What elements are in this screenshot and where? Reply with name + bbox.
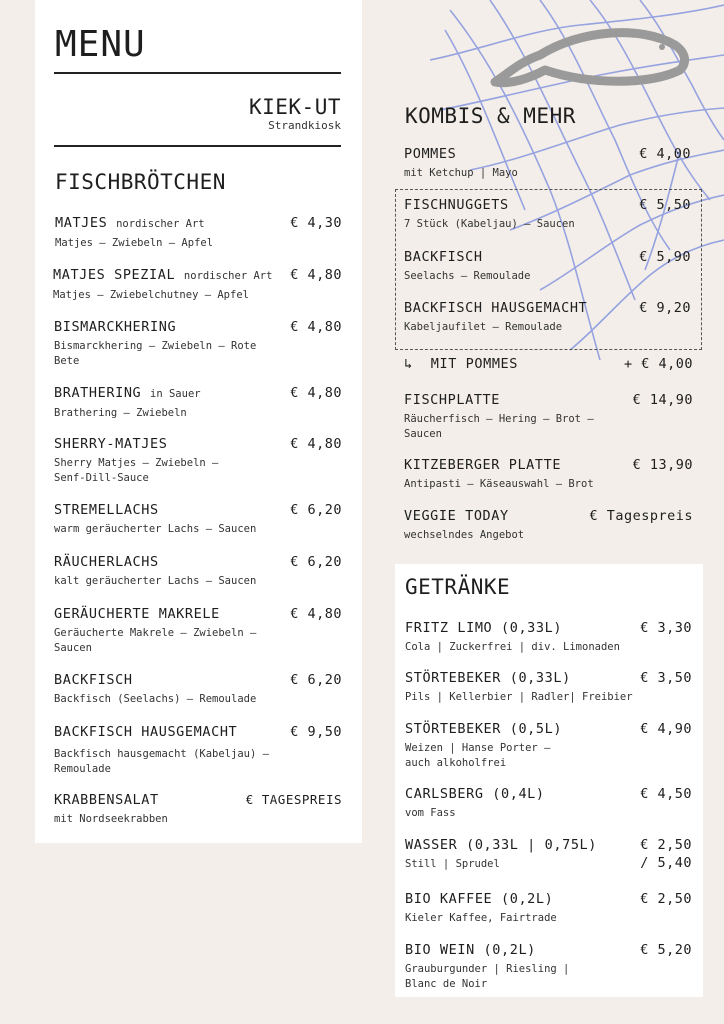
getraenke-card	[395, 564, 703, 997]
item-desc: Antipasti – Käseauswahl – Brot	[404, 478, 594, 490]
menu-item	[54, 671, 342, 707]
item-name: BACKFISCH HAUSGEMACHT	[404, 300, 588, 316]
item-desc: mit Nordseekrabben	[54, 813, 168, 825]
menu-item	[55, 214, 342, 251]
item-name: POMMES	[404, 146, 457, 162]
item-note: nordischer Art	[116, 218, 205, 230]
item-name: FISCHNUGGETS	[404, 197, 509, 213]
menu-item	[404, 145, 691, 181]
item-price: € 5,20	[640, 942, 692, 958]
item-name: FISCHPLATTE	[404, 392, 501, 408]
item-price: € TAGESPREIS	[245, 792, 342, 807]
item-desc: Seelachs – Remoulade	[404, 270, 531, 282]
item-price: € 2,50	[640, 891, 692, 907]
item-price: € 14,90	[632, 392, 693, 408]
item-name: BACKFISCH	[404, 249, 483, 265]
item-price: € 3,50	[640, 670, 692, 686]
item-desc: Pils | Kellerbier | Radler| Freibier	[405, 691, 633, 703]
item-desc: Brathering – Zwiebeln	[54, 407, 187, 419]
menu-item	[405, 941, 692, 991]
item-note: in Sauer	[150, 388, 201, 400]
item-name: RÄUCHERLACHS	[54, 554, 159, 570]
brand	[249, 95, 341, 133]
menu-item	[405, 669, 692, 705]
item-price-large: / 5,40	[640, 855, 692, 871]
item-name: SHERRY-MATJES	[54, 436, 168, 452]
menu-item	[405, 836, 692, 872]
item-name: VEGGIE TODAY	[404, 508, 509, 524]
menu-item	[54, 553, 342, 589]
item-desc: vom Fass	[405, 807, 456, 819]
menu-item	[404, 391, 693, 441]
item-name: KRABBENSALAT	[54, 792, 159, 808]
menu-item	[405, 619, 692, 655]
item-name: BIO KAFFEE (0,2L)	[405, 891, 554, 907]
section-title-getraenke: GETRÄNKE	[405, 575, 511, 599]
item-desc: Still | Sprudel	[405, 858, 500, 870]
menu-item	[405, 785, 692, 821]
section-title-fischbroetchen: FISCHBRÖTCHEN	[55, 170, 226, 194]
item-desc: Backfisch hausgemacht (Kabeljau) – Remoulade	[54, 748, 269, 775]
item-price: € 6,20	[290, 672, 342, 688]
item-price: € 4,80	[290, 385, 342, 401]
addon-label: MIT POMMES	[430, 356, 519, 372]
item-desc: Sherry Matjes – Zwiebeln – Senf-Dill-Sauce	[54, 457, 219, 484]
fish-icon	[495, 33, 685, 83]
item-price: € 4,80	[290, 606, 342, 622]
item-desc: Matjes – Zwiebelchutney – Apfel	[53, 289, 249, 301]
divider	[54, 145, 341, 147]
item-price: € 2,50	[640, 837, 692, 853]
item-price: € 4,90	[640, 721, 692, 737]
addon-price: + € 4,00	[623, 356, 693, 372]
item-desc: Grauburgunder | Riesling | Blanc de Noir	[405, 963, 570, 990]
item-price: € 13,90	[632, 457, 693, 473]
item-price: € 4,80	[290, 436, 342, 452]
menu-item	[404, 248, 691, 284]
item-desc: Räucherfisch – Hering – Brot – Saucen	[404, 413, 594, 440]
arrow-down-right-icon: ↳	[404, 356, 413, 372]
menu-item	[404, 456, 693, 492]
item-price: € 9,50	[290, 724, 342, 740]
fischbroetchen-card	[35, 0, 362, 843]
item-name: MATJES SPEZIAL	[53, 267, 176, 283]
menu-title: MENU	[55, 24, 146, 65]
brand-subtitle: Strandkiosk	[268, 119, 341, 132]
item-desc: Geräucherte Makrele – Zwiebeln – Saucen	[54, 627, 257, 654]
menu-item	[54, 791, 342, 827]
menu-item	[54, 435, 342, 485]
item-name: BIO WEIN (0,2L)	[405, 942, 536, 958]
item-desc: Kieler Kaffee, Fairtrade	[405, 912, 557, 924]
item-name: BISMARCKHERING	[54, 319, 177, 335]
brand-name: KIEK-UT	[248, 95, 341, 119]
item-price: € 4,80	[290, 319, 342, 335]
item-price: € 6,20	[290, 502, 342, 518]
menu-item	[405, 890, 692, 926]
menu-item	[53, 266, 342, 303]
item-price: € 4,80	[290, 267, 342, 283]
item-desc: wechselndes Angebot	[404, 529, 525, 541]
item-desc: Weizen | Hanse Porter – auch alkoholfrei	[405, 742, 551, 769]
menu-item	[405, 720, 692, 770]
item-name: FRITZ LIMO (0,33L)	[405, 620, 563, 636]
item-name: STÖRTEBEKER (0,33L)	[405, 670, 571, 686]
item-name: KITZEBERGER PLATTE	[404, 457, 562, 473]
item-name: GERÄUCHERTE MAKRELE	[54, 606, 220, 622]
item-price: € 5,90	[639, 249, 691, 265]
item-desc: Backfisch (Seelachs) – Remoulade	[54, 693, 257, 705]
item-desc: 7 Stück (Kabeljau) – Saucen	[404, 218, 575, 230]
divider	[54, 72, 341, 74]
item-name: STREMELLACHS	[54, 502, 159, 518]
item-desc: Bismarckhering – Zwiebeln – Rote Bete	[54, 340, 257, 367]
item-name: STÖRTEBEKER (0,5L)	[405, 721, 563, 737]
item-price: € 6,20	[290, 554, 342, 570]
menu-item	[54, 723, 342, 776]
item-price: € 4,50	[640, 786, 692, 802]
addon-row	[404, 355, 693, 373]
item-price: € Tagespreis	[589, 508, 693, 524]
item-desc: mit Ketchup | Mayo	[404, 167, 518, 179]
section-title-kombis: KOMBIS & MEHR	[405, 104, 576, 128]
item-name: BACKFISCH HAUSGEMACHT	[54, 724, 238, 740]
item-desc: warm geräucherter Lachs – Saucen	[54, 523, 257, 535]
item-price: € 4,00	[639, 146, 691, 162]
menu-item	[404, 196, 691, 232]
item-price: € 4,30	[290, 215, 342, 231]
item-desc: kalt geräucherter Lachs – Saucen	[54, 575, 257, 587]
item-name: BACKFISCH	[54, 672, 133, 688]
item-name: WASSER (0,33L | 0,75L)	[405, 837, 598, 853]
menu-item	[54, 605, 342, 655]
item-name: CARLSBERG (0,4L)	[405, 786, 545, 802]
item-note: nordischer Art	[183, 270, 273, 282]
menu-item	[54, 384, 342, 421]
menu-item	[54, 318, 342, 368]
menu-item	[404, 299, 691, 335]
item-desc: Cola | Zuckerfrei | div. Limonaden	[405, 641, 620, 653]
item-price: € 9,20	[639, 300, 691, 316]
item-name: BRATHERING	[54, 385, 142, 401]
item-price: € 5,50	[639, 197, 691, 213]
menu-item	[54, 501, 342, 537]
item-desc: Matjes – Zwiebeln – Apfel	[55, 237, 214, 249]
item-name: MATJES	[55, 215, 108, 231]
item-price: € 3,30	[640, 620, 692, 636]
menu-item	[404, 507, 693, 543]
item-desc: Kabeljaufilet – Remoulade	[404, 321, 563, 333]
